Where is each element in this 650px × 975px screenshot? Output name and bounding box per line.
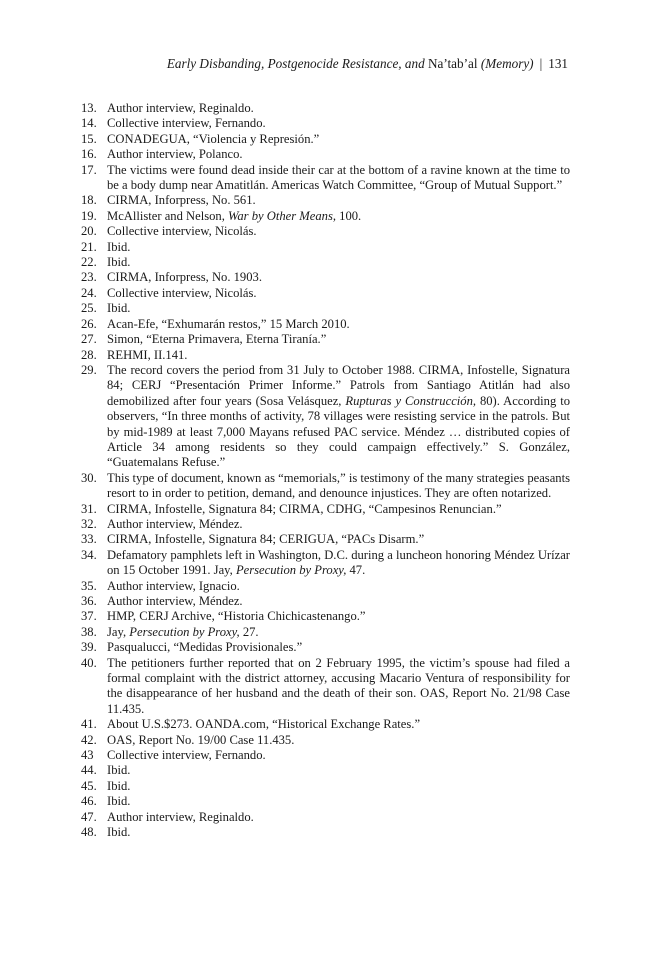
endnote-number: 36. <box>81 594 97 608</box>
endnote-item <box>81 656 570 718</box>
endnote-text-segment: Ibid. <box>107 825 131 840</box>
endnote-text-segment: CONADEGUA, “Violencia y Represión.” <box>107 131 320 146</box>
endnote-text <box>107 656 570 718</box>
endnote-item <box>81 255 570 270</box>
endnote-text-segment: Ibid. <box>107 239 131 254</box>
endnote-text <box>107 594 570 609</box>
endnote-number: 39. <box>81 640 97 655</box>
endnote-text-segment: CIRMA, Inforpress, No. 1903. <box>107 270 262 285</box>
endnote-item <box>81 286 570 301</box>
endnote-text <box>107 810 570 825</box>
endnote-text <box>107 748 570 763</box>
endnote-item <box>81 594 570 609</box>
endnote-text <box>107 517 570 532</box>
endnote-text-segment: Defamatory pamphlets left in Washington, D.C. during a luncheon honoring Méndez Urízar on 15 October 1991. Jay, <box>107 547 570 578</box>
endnote-text-segment: Collective interview, Nicolás. <box>107 224 257 239</box>
endnote-text-segment: The petitioners further reported that on 2 February 1995, the victim’s spouse had filed a formal complaint with the district attorney, accusing Macario Ventura of responsibility for the disappearance of her husband and the death of their son. OAS, Report No. 21/98 Case 11.435. <box>107 655 570 716</box>
endnote-item <box>81 147 570 162</box>
endnote-text <box>107 733 570 748</box>
endnote-text <box>107 548 570 579</box>
endnote-number: 34. <box>81 547 97 562</box>
endnote-item <box>81 363 570 471</box>
endnote-text-segment: Ibid. <box>107 255 131 270</box>
endnote-text <box>107 163 570 194</box>
endnote-text-segment: Ibid. <box>107 763 131 778</box>
endnote-text-segment: REHMI, II.141. <box>107 347 188 362</box>
endnote-text-segment: Pasqualucci, “Medidas Provisionales.” <box>107 640 303 655</box>
endnote-item <box>81 763 570 778</box>
endnote-item <box>81 270 570 285</box>
endnote-item <box>81 810 570 825</box>
endnote-number: 33. <box>81 532 97 547</box>
endnote-text-segment: Author interview, Reginaldo. <box>107 101 254 115</box>
endnote-text-segment: OAS, Report No. 19/00 Case 11.435. <box>107 732 295 747</box>
endnote-number: 16. <box>81 147 97 162</box>
endnote-text-segment: Acan-Efe, “Exhumarán restos,” 15 March 2010. <box>107 316 350 331</box>
endnote-text-segment: CIRMA, Infostelle, Signatura 84; CIRMA, CDHG, “Campesinos Renuncian.” <box>107 501 502 516</box>
endnote-number: 40. <box>81 655 97 670</box>
endnote-text-segment: Author interview, Reginaldo. <box>107 809 254 824</box>
endnote-item <box>81 548 570 579</box>
endnote-number: 22. <box>81 255 97 270</box>
endnote-text-segment: Author interview, Méndez. <box>107 516 243 531</box>
endnote-number: 30. <box>81 470 97 485</box>
endnote-number: 28. <box>81 347 97 362</box>
endnote-text <box>107 779 570 794</box>
endnote-item <box>81 332 570 347</box>
endnote-text <box>107 825 570 840</box>
endnote-number: 21. <box>81 239 97 254</box>
endnote-item <box>81 625 570 640</box>
endnote-text <box>107 193 570 208</box>
endnote-item <box>81 116 570 131</box>
endnotes-list <box>81 101 570 841</box>
endnote-title-italic: Persecution by Proxy, <box>129 624 240 639</box>
endnote-item <box>81 224 570 239</box>
endnote-text <box>107 363 570 471</box>
endnote-number: 44. <box>81 763 97 778</box>
endnote-title-italic: Persecution by Proxy, <box>235 563 347 578</box>
endnote-number: 26. <box>81 316 97 331</box>
endnote-item <box>81 733 570 748</box>
endnote-number: 45. <box>81 778 97 793</box>
endnote-item <box>81 532 570 547</box>
endnote-number: 19. <box>81 208 97 223</box>
endnote-text-segment: 100. <box>336 208 362 223</box>
endnote-number: 31. <box>81 501 97 516</box>
endnote-item <box>81 748 570 763</box>
endnote-number: 23. <box>81 270 97 285</box>
endnote-text-segment: Simon, “Eterna Primavera, Eterna Tiranía.” <box>107 332 327 347</box>
endnote-item <box>81 163 570 194</box>
endnote-text <box>107 270 570 285</box>
endnote-text-segment: Ibid. <box>107 794 131 809</box>
running-head-title: Early Disbanding, Postgenocide Resistance, and <box>166 56 425 71</box>
endnote-text-segment: Jay, <box>107 624 130 639</box>
endnote-number: 29. <box>81 362 97 377</box>
running-head <box>167 56 568 72</box>
page-number: 131 <box>548 56 568 71</box>
endnote-text <box>107 209 570 224</box>
running-head-title-word: Na’tab’al <box>427 56 478 71</box>
endnote-number: 14. <box>81 116 97 131</box>
endnote-item <box>81 209 570 224</box>
running-head-title-suffix: (Memory) <box>480 56 534 71</box>
endnote-number: 35. <box>81 578 97 593</box>
endnote-number: 27. <box>81 332 97 347</box>
endnote-item <box>81 471 570 502</box>
endnote-text <box>107 286 570 301</box>
endnote-number: 48. <box>81 825 97 840</box>
endnote-text <box>107 116 570 131</box>
endnote-text-segment: Author interview, Polanco. <box>107 147 243 162</box>
endnote-text <box>107 609 570 624</box>
endnote-text-segment: Collective interview, Fernando. <box>107 748 266 763</box>
endnote-number: 42. <box>81 732 97 747</box>
endnote-number: 41. <box>81 717 97 732</box>
endnote-text-segment: About U.S.$273. OANDA.com, “Historical Exchange Rates.” <box>107 717 421 732</box>
endnote-text <box>107 317 570 332</box>
endnote-item <box>81 794 570 809</box>
endnote-text <box>107 147 570 162</box>
endnote-text-segment: Collective interview, Fernando. <box>107 116 266 131</box>
endnote-text <box>107 224 570 239</box>
endnote-item <box>81 301 570 316</box>
endnote-text <box>107 794 570 809</box>
endnote-text-segment: 47. <box>346 563 366 578</box>
endnote-text <box>107 332 570 347</box>
endnote-text <box>107 240 570 255</box>
endnote-number: 13. <box>81 101 97 115</box>
endnote-item <box>81 348 570 363</box>
endnote-item <box>81 579 570 594</box>
endnote-number: 18. <box>81 193 97 208</box>
endnote-number: 43 <box>81 748 94 763</box>
endnote-text <box>107 717 570 732</box>
endnote-number: 47. <box>81 809 97 824</box>
endnote-text-segment: 27. <box>239 624 259 639</box>
endnote-item <box>81 240 570 255</box>
endnote-number: 15. <box>81 131 97 146</box>
endnote-text-segment: Ibid. <box>107 778 131 793</box>
endnote-text-segment: HMP, CERJ Archive, “Historia Chichicastenango.” <box>107 609 366 624</box>
endnote-text-segment: CIRMA, Inforpress, No. 561. <box>107 193 256 208</box>
endnote-number: 24. <box>81 285 97 300</box>
endnote-text <box>107 132 570 147</box>
endnote-text <box>107 301 570 316</box>
endnote-item <box>81 101 570 116</box>
endnote-item <box>81 825 570 840</box>
endnote-item <box>81 517 570 532</box>
endnote-item <box>81 132 570 147</box>
endnote-text-segment: Collective interview, Nicolás. <box>107 285 257 300</box>
endnote-item <box>81 717 570 732</box>
endnote-text <box>107 532 570 547</box>
endnote-text-segment: The victims were found dead inside their car at the bottom of a ravine known at the time to be a body dump near Amatitlán. Americas Watch Committee, “Group of Mutual Support.” <box>107 162 570 193</box>
endnote-text-segment: Author interview, Ignacio. <box>107 578 240 593</box>
endnote-text-segment: This type of document, known as “memorials,” is testimony of the many strategies peasants resort to in order to petition, demand, and denounce injustices. They are often notarized. <box>107 470 570 501</box>
endnote-item <box>81 609 570 624</box>
endnote-text <box>107 101 570 116</box>
endnote-text-segment: The record covers the period from 31 July to October 1988. CIRMA, Infostelle, Signatura 84; CERJ “Presentación Primer Informe.” Patrols from Santiago Atitlán had also demobilized after four years (Sosa Velásquez, <box>107 362 570 408</box>
endnote-number: 32. <box>81 516 97 531</box>
endnote-text-segment: Ibid. <box>107 301 131 316</box>
endnote-text-segment: 80). According to observers, “In three months of activity, 78 villages were resisting service in the patrols. But by mid-1989 at least 7,000 Mayans refused PAC service. Méndez … distributed copies of Article 34 among residents so they could campaign effectively.” S. González, “Guatemalans Refuse.” <box>107 393 570 470</box>
endnote-number: 37. <box>81 609 97 624</box>
endnote-text-segment: Author interview, Méndez. <box>107 594 243 608</box>
endnote-text <box>107 348 570 363</box>
endnote-number: 20. <box>81 224 97 239</box>
endnote-text-segment: McAllister and Nelson, <box>107 208 229 223</box>
endnote-text <box>107 471 570 502</box>
endnote-text <box>107 763 570 778</box>
endnote-item <box>81 193 570 208</box>
endnote-title-italic: Rupturas y Construcción, <box>345 393 477 408</box>
endnote-text-segment: CIRMA, Infostelle, Signatura 84; CERIGUA, “PACs Disarm.” <box>107 532 425 547</box>
endnote-number: 17. <box>81 162 97 177</box>
endnote-text <box>107 625 570 640</box>
endnote-item <box>81 779 570 794</box>
endnote-text <box>107 255 570 270</box>
endnote-number: 25. <box>81 301 97 316</box>
running-head-separator: | <box>539 56 543 71</box>
endnote-item <box>81 502 570 517</box>
endnote-title-italic: War by Other Means, <box>228 208 336 223</box>
endnote-text <box>107 640 570 655</box>
endnote-number: 38. <box>81 624 97 639</box>
endnote-number: 46. <box>81 794 97 809</box>
endnote-item <box>81 640 570 655</box>
endnote-item <box>81 317 570 332</box>
endnote-text <box>107 502 570 517</box>
endnote-text <box>107 579 570 594</box>
